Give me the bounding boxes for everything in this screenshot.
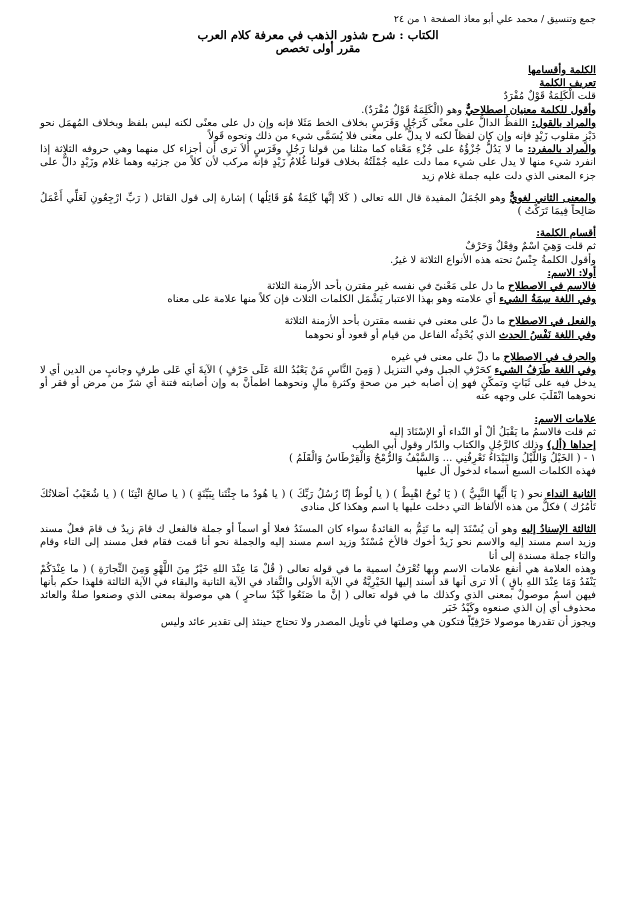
paragraph (40, 192, 596, 218)
term-label: والمراد بالمفرد: (527, 143, 596, 156)
paragraph (40, 104, 596, 117)
paragraph: فهذه الكلمات السبع أسماء لدخول أل عليها (416, 466, 596, 478)
term-label: وفي اللغة طَرَفُ الشيء (494, 364, 596, 377)
paragraph-text: ما لا يَدُلُّ جُزْؤُهُ على جُزْءِ مَعْناه كما مثلنا من قولنا رَجُلٍ وفَرَسٍ ألاَ ترى أن أجزاء كل منهما وهي حروفه الثلاثة إذا انفرد شيء منها لا يدل على شيء مما دلت عليه جُمْلَتُهُ بخلاف قولنا غُلامُ زَيْدٍ فإنه مركب لأن كلاً من جزئيه وهما غلام وزَيْدٍ دالٌّ على جزء المعنى الذي دلت عليه جملة غلام زيد (40, 144, 596, 182)
paragraph-text: وذلك كالرَّجُلِ والكتاب والدّار وقول أبي الطيب (352, 440, 547, 452)
paragraph (40, 523, 596, 563)
section-heading: تعريف الكلمة (539, 77, 596, 90)
paragraph-text: ما دل على مَعْنىً في نفسه غير مقترن بأحد الأزمنة الثلاثة (266, 281, 509, 293)
paragraph-text: ما دلّ على معنى في نفسه مقترن بأحد الأزمنة الثلاثة (284, 316, 509, 328)
paragraph-text: وهو (الْكَلِمَةُ قَوْلٌ مُفْرَدٌ). (361, 104, 466, 116)
paragraph: وأقول الكلمةُ جِنْسٌ تحته هذه الأنواع الثلاثة لا غيرُ. (390, 254, 596, 266)
section-heading: علامات الاسم: (534, 412, 596, 425)
book-title: الكتاب : شرح شذور الذهب في معرفة كلام العرب (197, 28, 439, 42)
section-gap (40, 183, 596, 192)
term-label: إحداها (أل) (546, 439, 596, 452)
term-label: فالاسم في الاصطلاح (508, 280, 596, 293)
paragraph-text: الذي يُحْدِثُه الفاعل من قيام أو قعود أو نحوهما (304, 329, 499, 341)
page-header: جمع وتنسيق / محمد علي أبو معاذ الصفحة ١ من ٢٤ (393, 14, 596, 25)
paragraph: ويجوز أن تقدرها موصولا حَرْفِيّاً فتكون هي وصلتها في تأويل المصدر ولا تحتاج حينئذ إلى تقدير عائد وليس (160, 616, 596, 628)
paragraph: ثم قلت وَهِيَ اسْمٌ وفِعْلٌ وَحَرْفٌ (465, 241, 596, 253)
section-gap (40, 342, 596, 351)
term-label: والحرف في الاصطلاح (503, 350, 596, 363)
paragraph-text: وهو أن يُسْنَدَ إليه ما تَتِمُّ به الفائدةُ سواء كان المسنَدُ فعلا أو اسماً أو جملة فالفعل ك قامَ زيدٌ ف قامَ فعلٌ مسند وزيد اسم مسند إليه والاسم نحو زَيدٌ أخوك فالأخ مُسْنَدٌ وزيد اسم مسند إليه والجملة نحو أنا قمت فقام فعل مسند إلى التاء وقام والتاء جملة مسندة إلى أنا (40, 524, 596, 562)
paragraph (40, 439, 596, 452)
section-gap (40, 514, 596, 523)
term-label: والمعنى الثاني لغويٌّ (509, 191, 597, 204)
paragraph (40, 329, 596, 342)
term-label: والمراد بالقول: (531, 116, 596, 129)
term-label: وأقول للكلمة معنيان اصطلاحيٌّ (465, 103, 596, 116)
section-gap (40, 404, 596, 413)
paragraph (40, 280, 596, 293)
paragraph (40, 488, 596, 514)
paragraph-text: اللفظُ الدالُّ على معنًى كَرَجُلٍ وَفَرَسٍ بخلاف الخط مَثَلا فإنه وإن دل على معنًى لكنه ليس بلفظ وبخلاف المُهمَل نحو دَيْزٍ مقلوب زَيْدٍ فإنه وإن كان لفظاً لكنه لا يدلُّ على معنى فلا يُسَمَّى شيء من ذلك ونحوه قَولاً (40, 117, 596, 143)
paragraph (40, 364, 596, 404)
term-label: وفي اللغة سِمَةُ الشيء (499, 293, 596, 306)
paragraph-text: كحَرْفِ الجبل وفي التنزيل ( وَمِنَ النَّاسِ مَنْ يَعْبُدُ اللهَ عَلَى حَرْفٍ ) الآيةَ أي عَلى طرفٍ وجانبٍ من الدين أي لا يدخل فيه على ثَبَاتٍ وتمكّنٍ فهو إن أصابه خير من صحةٍ وكثرةِ مالٍ ونحوهما اطمأنَّ به وإن أصابته فتنة أي شرّ من مرض أو فقر أو نحوهما انْقَلَبَ على وجهه عنه (40, 365, 596, 403)
paragraph (40, 117, 596, 143)
paragraph: ثم قلت فالاسمُ ما يَقْبَلُ ألْ أو النّداء أو الإسْنَادَ إليه (389, 426, 596, 438)
paragraph (40, 315, 596, 328)
section-heading: أقسام الكلمة: (536, 227, 596, 240)
course-title: مقرر أولى تخصص (275, 42, 361, 55)
paragraph: ١ - ( الخَيْلُ وَاللَّيْلُ وَالبَيْدَاءُ تَعْرِفُنِي ... وَالسَّيْفُ وَالرُّمْحُ وَالْقِرْطَاسُ وَالْقَلَمُ ) (288, 453, 596, 465)
paragraph (40, 293, 596, 306)
document-body (40, 64, 596, 629)
paragraph-text: ما دلّ على معنى في غيره (391, 351, 504, 363)
term-label: والفعل في الاصطلاح (508, 315, 596, 328)
paragraph-text: وهو الجُمَلُ المفيدة قال الله تعالى ( كَلا إنَّها كَلِمَةٌ هُوَ قَائِلُها ) إشارة إلى قول القائل ( رَبِّ ارْجِعُونِ لَعَلِّي أَعْمَلُ صَالِحاً فِيمَا تَرَكْتُ ) (40, 192, 596, 218)
term-label: وفي اللغة نَفْسُ الحدث (498, 328, 596, 341)
paragraph (40, 351, 596, 364)
paragraph-text: أي علامته وهو بهذا الاعتبار يَشْمَل الكلمات الثلاث فإن كلاً منها علامة على معناه (167, 294, 500, 306)
term-label: الثالثة الإسنادُ إليه (521, 523, 597, 536)
paragraph (40, 143, 596, 183)
section-gap (40, 479, 596, 488)
term-label: الثانية النداء (546, 487, 596, 500)
paragraph: قلت الْكَلِمَةُ قَوْلٌ مُفْرَدٌ (503, 91, 596, 103)
paragraph-text: نحو ( يَا أَيُّها النَّبِيُّ ) ( يَا نُوحُ اهْبِطْ ) ( يا لُوطُ إنّا رُسُلُ رَبِّكَ ) ( يا هُودُ ما جِئْتَنا بِبَيِّنَةٍ ) ( يا صالحُ ائْتِنَا ) ( يا شُعَيْبُ أصَلاتُكَ تَأمُرُك ) فكلٌّ من هذه الألفاظ التي دخلت عليها يا اسم وهكذا كل منادى (40, 488, 596, 513)
section-heading: الكلمة وأقسامها (528, 64, 596, 76)
section-gap (40, 218, 596, 227)
paragraph: وهذه العلامة هي أنفع علامات الاسم وبها تُعْرَفُ اسمية ما في قوله تعالى ( قُلْ مَا عِنْدَ اللهِ خَيْرٌ مِنَ اللَّهْوِ وَمِنَ التِّجارَةِ ) ( ما عِنْدَكُمْ يَنْفَدُ وَمَا عِنْدَ اللهِ باقٍ ) ألا ترى أنها قد أسند إليها الخَيْرِيَّةُ في الآية الأولى والنَّفاد في الآية الثانية والبقاء في الآية الثالثة فلهذا حكم بأنها فيهن اسمٌ موصولٌ بمعنى الذي وكذلك ما في قوله تعالى ( إنَّ ما صَنَعُوا كَيْدُ ساحرٍ ) هي موصولة بمعنى الذي وصنعوا صلةٌ والعائد محذوف أي إن الذي صنعوه وكَيْدُ خَبَر (40, 563, 596, 615)
section-heading: أولا: الاسم: (547, 266, 596, 279)
